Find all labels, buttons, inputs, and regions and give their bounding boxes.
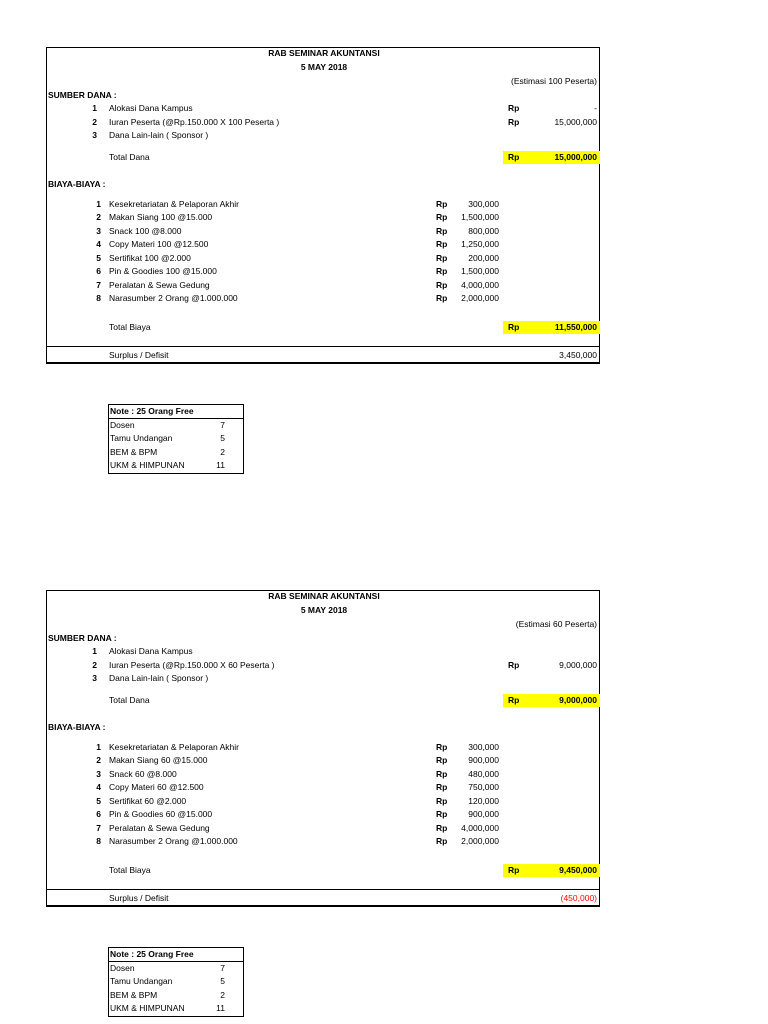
row-currency: Rp bbox=[436, 796, 448, 806]
surplus-label: Surplus / Defisit bbox=[109, 350, 169, 360]
row-currency: Rp bbox=[508, 660, 520, 670]
row-amount: 900,000 bbox=[468, 755, 499, 765]
row-amount: 9,000,000 bbox=[559, 660, 597, 670]
sheet-title: RAB SEMINAR AKUNTANSI bbox=[268, 48, 380, 58]
row-currency: Rp bbox=[436, 280, 448, 290]
row-label: Pin & Goodies 100 @15.000 bbox=[109, 266, 217, 276]
sheet-bottom-rule bbox=[47, 905, 599, 907]
row-label: Makan Siang 60 @15.000 bbox=[109, 755, 208, 765]
total-funding-label: Total Dana bbox=[109, 152, 150, 162]
row-label: Narasumber 2 Orang @1.000.000 bbox=[109, 836, 238, 846]
row-number: 2 bbox=[96, 755, 101, 765]
row-label: Copy Materi 60 @12.500 bbox=[109, 782, 204, 792]
row-label: Snack 60 @8.000 bbox=[109, 769, 177, 779]
note-label: UKM & HIMPUNAN bbox=[110, 460, 185, 470]
row-amount: 800,000 bbox=[468, 226, 499, 236]
row-label: Sertifikat 60 @2.000 bbox=[109, 796, 187, 806]
row-number: 4 bbox=[96, 782, 101, 792]
total-funding-currency: Rp bbox=[508, 695, 520, 705]
row-amount: 300,000 bbox=[468, 199, 499, 209]
row-currency: Rp bbox=[436, 293, 448, 303]
row-label: Dana Lain-lain ( Sponsor ) bbox=[109, 673, 209, 683]
total-cost-amount: 11,550,000 bbox=[554, 322, 597, 332]
row-currency: Rp bbox=[436, 226, 448, 236]
sheet-title: RAB SEMINAR AKUNTANSI bbox=[268, 591, 380, 601]
surplus-amount: 3,450,000 bbox=[559, 350, 597, 360]
row-number: 3 bbox=[96, 769, 101, 779]
row-amount: 750,000 bbox=[468, 782, 499, 792]
total-funding-currency: Rp bbox=[508, 152, 520, 162]
row-amount: 2,000,000 bbox=[461, 293, 499, 303]
row-amount: 1,250,000 bbox=[461, 239, 499, 249]
row-currency: Rp bbox=[436, 836, 448, 846]
row-number: 1 bbox=[96, 742, 101, 752]
row-currency: Rp bbox=[436, 782, 448, 792]
cost-header: BIAYA-BIAYA : bbox=[48, 179, 106, 189]
row-amount: 1,500,000 bbox=[461, 212, 499, 222]
row-currency: Rp bbox=[436, 239, 448, 249]
row-number: 5 bbox=[96, 796, 101, 806]
note-count: 2 bbox=[220, 447, 225, 457]
surplus-divider bbox=[47, 346, 599, 347]
row-number: 4 bbox=[96, 239, 101, 249]
note-title: Note : 25 Orang Free bbox=[110, 406, 194, 416]
budget-sheet-100 bbox=[46, 47, 600, 364]
total-cost-amount: 9,450,000 bbox=[559, 865, 597, 875]
row-label: Snack 100 @8.000 bbox=[109, 226, 182, 236]
total-funding-label: Total Dana bbox=[109, 695, 150, 705]
row-currency: Rp bbox=[436, 253, 448, 263]
row-number: 6 bbox=[96, 809, 101, 819]
row-amount: 300,000 bbox=[468, 742, 499, 752]
total-cost-label: Total Biaya bbox=[109, 322, 151, 332]
row-label: Copy Materi 100 @12.500 bbox=[109, 239, 209, 249]
note-label: Dosen bbox=[110, 420, 135, 430]
note-title: Note : 25 Orang Free bbox=[110, 949, 194, 959]
note-count: 7 bbox=[220, 963, 225, 973]
row-number: 1 bbox=[92, 646, 97, 656]
row-number: 3 bbox=[92, 130, 97, 140]
row-currency: Rp bbox=[508, 103, 520, 113]
row-number: 5 bbox=[96, 253, 101, 263]
row-label: Pin & Goodies 60 @15.000 bbox=[109, 809, 213, 819]
row-label: Peralatan & Sewa Gedung bbox=[109, 280, 210, 290]
row-amount: 200,000 bbox=[468, 253, 499, 263]
row-number: 2 bbox=[92, 117, 97, 127]
row-label: Alokasi Dana Kampus bbox=[109, 646, 193, 656]
row-currency: Rp bbox=[436, 809, 448, 819]
row-number: 3 bbox=[96, 226, 101, 236]
total-cost-currency: Rp bbox=[508, 865, 520, 875]
note-label: UKM & HIMPUNAN bbox=[110, 1003, 185, 1013]
total-funding-amount: 15,000,000 bbox=[554, 152, 597, 162]
row-amount: - bbox=[594, 103, 597, 113]
row-label: Iuran Peserta (@Rp.150.000 X 100 Peserta ) bbox=[109, 117, 280, 127]
row-number: 2 bbox=[92, 660, 97, 670]
row-label: Iuran Peserta (@Rp.150.000 X 60 Peserta ) bbox=[109, 660, 275, 670]
row-amount: 15,000,000 bbox=[554, 117, 597, 127]
note-label: Dosen bbox=[110, 963, 135, 973]
row-number: 1 bbox=[96, 199, 101, 209]
note-count: 11 bbox=[216, 460, 225, 470]
row-currency: Rp bbox=[436, 199, 448, 209]
surplus-amount: (450,000) bbox=[560, 893, 597, 903]
budget-sheet-60 bbox=[46, 590, 600, 907]
total-cost-label: Total Biaya bbox=[109, 865, 151, 875]
note-count: 5 bbox=[220, 433, 225, 443]
row-label: Narasumber 2 Orang @1.000.000 bbox=[109, 293, 238, 303]
note-label: Tamu Undangan bbox=[110, 433, 173, 443]
row-label: Sertifikat 100 @2.000 bbox=[109, 253, 191, 263]
row-currency: Rp bbox=[508, 117, 520, 127]
row-label: Kesekretariatan & Pelaporan Akhir bbox=[109, 199, 239, 209]
note-label: BEM & BPM bbox=[110, 447, 158, 457]
surplus-label: Surplus / Defisit bbox=[109, 893, 169, 903]
free-participants-note bbox=[108, 947, 244, 1017]
row-currency: Rp bbox=[436, 266, 448, 276]
row-amount: 2,000,000 bbox=[461, 836, 499, 846]
note-count: 11 bbox=[216, 1003, 225, 1013]
note-count: 2 bbox=[220, 990, 225, 1000]
row-number: 7 bbox=[96, 823, 101, 833]
row-amount: 480,000 bbox=[468, 769, 499, 779]
row-label: Dana Lain-lain ( Sponsor ) bbox=[109, 130, 209, 140]
total-cost-currency: Rp bbox=[508, 322, 520, 332]
row-currency: Rp bbox=[436, 742, 448, 752]
row-amount: 4,000,000 bbox=[461, 280, 499, 290]
row-currency: Rp bbox=[436, 755, 448, 765]
note-count: 7 bbox=[220, 420, 225, 430]
row-currency: Rp bbox=[436, 769, 448, 779]
note-label: BEM & BPM bbox=[110, 990, 158, 1000]
row-label: Makan Siang 100 @15.000 bbox=[109, 212, 213, 222]
row-amount: 4,000,000 bbox=[461, 823, 499, 833]
row-label: Alokasi Dana Kampus bbox=[109, 103, 193, 113]
funding-header: SUMBER DANA : bbox=[48, 633, 117, 643]
note-divider bbox=[109, 961, 243, 962]
row-number: 2 bbox=[96, 212, 101, 222]
free-participants-note bbox=[108, 404, 244, 474]
row-number: 6 bbox=[96, 266, 101, 276]
sheet-bottom-rule bbox=[47, 362, 599, 364]
surplus-divider bbox=[47, 889, 599, 890]
funding-header: SUMBER DANA : bbox=[48, 90, 117, 100]
row-amount: 900,000 bbox=[468, 809, 499, 819]
row-number: 1 bbox=[92, 103, 97, 113]
note-count: 5 bbox=[220, 976, 225, 986]
sheet-date: 5 MAY 2018 bbox=[300, 62, 348, 72]
sheet-date: 5 MAY 2018 bbox=[300, 605, 348, 615]
row-label: Peralatan & Sewa Gedung bbox=[109, 823, 210, 833]
participant-estimate: (Estimasi 60 Peserta) bbox=[515, 619, 597, 629]
row-number: 8 bbox=[96, 293, 101, 303]
row-number: 8 bbox=[96, 836, 101, 846]
row-amount: 120,000 bbox=[468, 796, 499, 806]
row-currency: Rp bbox=[436, 823, 448, 833]
row-number: 3 bbox=[92, 673, 97, 683]
row-currency: Rp bbox=[436, 212, 448, 222]
note-label: Tamu Undangan bbox=[110, 976, 173, 986]
row-number: 7 bbox=[96, 280, 101, 290]
participant-estimate: (Estimasi 100 Peserta) bbox=[511, 76, 597, 86]
row-label: Kesekretariatan & Pelaporan Akhir bbox=[109, 742, 239, 752]
cost-header: BIAYA-BIAYA : bbox=[48, 722, 106, 732]
total-funding-amount: 9,000,000 bbox=[559, 695, 597, 705]
row-amount: 1,500,000 bbox=[461, 266, 499, 276]
note-divider bbox=[109, 418, 243, 419]
